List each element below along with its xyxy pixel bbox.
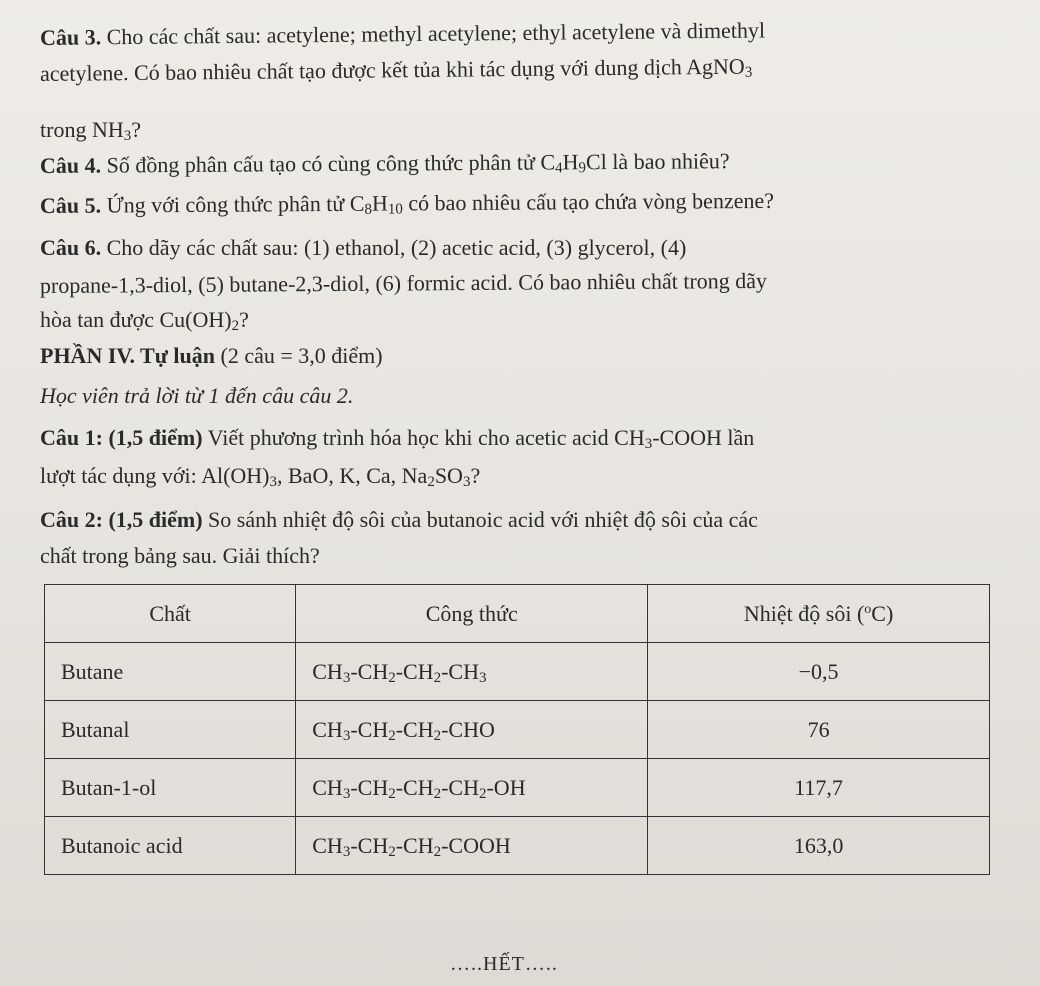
q4-sub-2: 9 — [578, 160, 587, 177]
q5-sub-2: 10 — [387, 201, 403, 218]
q3-text-3: trong NH — [40, 117, 124, 142]
end-marker: …..HẾT….. — [450, 953, 558, 975]
boiling-point-table — [44, 584, 990, 875]
formula-part: -CH — [350, 832, 389, 858]
formula-part: CH — [312, 832, 343, 858]
c2-line-1 — [40, 506, 758, 534]
formula-part: -CH — [441, 774, 479, 800]
cell-boiling-point: 117,7 — [648, 759, 990, 817]
q6-line-1 — [40, 234, 686, 262]
cell-formula — [296, 701, 648, 759]
q3-line-2 — [40, 53, 753, 88]
formula-part: -CH — [395, 832, 434, 858]
formula-subscript: 3 — [342, 785, 351, 802]
degree-sup: o — [864, 601, 872, 617]
q3-sub: 3 — [744, 64, 753, 81]
q4-text-m: H — [562, 149, 579, 175]
c1-sub: 3 — [644, 436, 653, 452]
q5-text-m: H — [371, 190, 388, 216]
formula-subscript: 3 — [342, 727, 351, 744]
c2-label: Câu 2: (1,5 điểm) — [40, 507, 203, 532]
header-bp-unit: C) — [871, 600, 894, 626]
header-boiling-point — [648, 585, 990, 643]
cell-substance: Butan-1-ol — [45, 759, 296, 817]
formula-subscript: 2 — [388, 727, 396, 744]
c1-line-1 — [40, 424, 754, 452]
q6-label: Câu 6. — [40, 235, 102, 260]
part4-instruction: Học viên trả lời từ 1 đến câu câu 2. — [40, 383, 354, 408]
formula-part: -CH — [441, 658, 479, 684]
c1-text-2a: lượt tác dụng với: Al(OH) — [40, 463, 270, 488]
part4-heading — [40, 342, 383, 370]
formula-subscript: 2 — [433, 843, 442, 860]
q5-line — [40, 187, 774, 220]
c2-text-1: So sánh nhiệt độ sôi của butanoic acid với nhiệt độ sôi của các — [202, 507, 758, 532]
q6-text-2: propane-1,3-diol, (5) butane-2,3-diol, (6) formic acid. Có bao nhiêu chất trong dãy — [39, 267, 768, 298]
cell-boiling-point: 163,0 — [648, 817, 990, 875]
formula-subscript: 2 — [433, 727, 442, 744]
cell-substance: Butanal — [45, 701, 296, 759]
formula-part: CH — [312, 774, 343, 800]
cell-formula — [296, 759, 648, 817]
q6-text-3b: ? — [239, 307, 249, 332]
q5-sub-1: 8 — [364, 201, 373, 218]
formula-part: -CHO — [441, 716, 495, 742]
q5-text-a: Ứng với công thức phân tử C — [101, 190, 365, 218]
table-header-row — [45, 585, 990, 643]
formula-subscript: 2 — [388, 669, 396, 686]
formula-subscript: 2 — [433, 669, 442, 686]
q6-line-3 — [40, 306, 249, 334]
q3-line-1 — [40, 16, 765, 52]
header-bp-text: Nhiệt độ sôi ( — [743, 600, 865, 626]
cell-formula — [296, 643, 648, 701]
formula-subscript: 2 — [433, 785, 442, 802]
formula-subscript: 3 — [342, 843, 351, 860]
c1-text-2d: ? — [470, 463, 481, 488]
q4-text-a: Số đồng phân cấu tạo có cùng công thức phân tử C — [101, 149, 556, 178]
q3-sub-2: 3 — [123, 128, 132, 144]
q4-sub-1: 4 — [555, 160, 563, 177]
q3-text-3b: ? — [131, 117, 141, 142]
formula-subscript: 3 — [478, 669, 487, 686]
cell-boiling-point: 76 — [648, 701, 990, 759]
formula-subscript: 3 — [342, 669, 351, 686]
formula-part: -CH — [350, 774, 389, 800]
formula-part: -CH — [350, 716, 389, 742]
formula-part: CH — [312, 716, 343, 742]
c1-line-2 — [40, 462, 480, 490]
table-row — [45, 817, 990, 875]
q3-line-3 — [40, 116, 141, 144]
formula-part: -CH — [395, 774, 434, 800]
c1-sub-3: 3 — [462, 474, 471, 490]
c1-sub-2: 2 — [427, 474, 435, 490]
c1-text-1b: -COOH lần — [652, 425, 755, 450]
part4-title: PHẦN IV. Tự luận — [40, 343, 216, 368]
header-substance: Chất — [45, 585, 296, 643]
formula-part: CH — [312, 658, 343, 684]
q4-line — [40, 147, 730, 180]
q6-line-2 — [40, 267, 767, 300]
formula-part: -CH — [395, 658, 434, 684]
q6-text-1: Cho dãy các chất sau: (1) ethanol, (2) acetic acid, (3) glycerol, (4) — [101, 235, 687, 260]
formula-subscript: 2 — [388, 843, 396, 860]
cell-substance: Butane — [45, 643, 296, 701]
q6-text-3: hòa tan được Cu(OH) — [40, 307, 232, 332]
c1-sub-1: 3 — [269, 474, 277, 490]
formula-subscript: 2 — [388, 785, 396, 802]
part4-points: (2 câu = 3,0 điểm) — [215, 343, 383, 368]
c1-text-2c: SO — [434, 463, 463, 488]
table-row — [45, 643, 990, 701]
c1-text-2b: , BaO, K, Ca, Na — [277, 463, 428, 488]
q5-text-b: có bao nhiêu cấu tạo chứa vòng benzene? — [402, 187, 775, 216]
table-row — [45, 759, 990, 817]
q3-text-2: acetylene. Có bao nhiêu chất tạo được kết tủa khi tác dụng với dung dịch AgNO — [39, 53, 745, 86]
formula-part: -OH — [486, 774, 526, 800]
cell-formula — [296, 817, 648, 875]
formula-part: -CH — [350, 658, 389, 684]
q4-label: Câu 4. — [39, 152, 102, 178]
q3-text-1: Cho các chất sau: acetylene; methyl acetylene; ethyl acetylene và dimethyl — [100, 17, 766, 50]
table-row — [45, 701, 990, 759]
q3-label: Câu 3. — [39, 24, 102, 50]
formula-subscript: 2 — [478, 785, 487, 802]
c2-line-2: chất trong bảng sau. Giải thích? — [40, 543, 320, 568]
q4-text-b: Cl là bao nhiêu? — [585, 148, 730, 175]
q6-sub: 2 — [231, 318, 240, 334]
cell-boiling-point: −0,5 — [648, 643, 990, 701]
formula-part: -COOH — [441, 832, 511, 858]
formula-part: -CH — [395, 716, 434, 742]
q5-label: Câu 5. — [39, 192, 102, 218]
header-formula: Công thức — [296, 585, 648, 643]
c1-text-1: Viết phương trình hóa học khi cho acetic acid CH — [202, 425, 645, 450]
c1-label: Câu 1: (1,5 điểm) — [40, 425, 203, 450]
cell-substance: Butanoic acid — [45, 817, 296, 875]
